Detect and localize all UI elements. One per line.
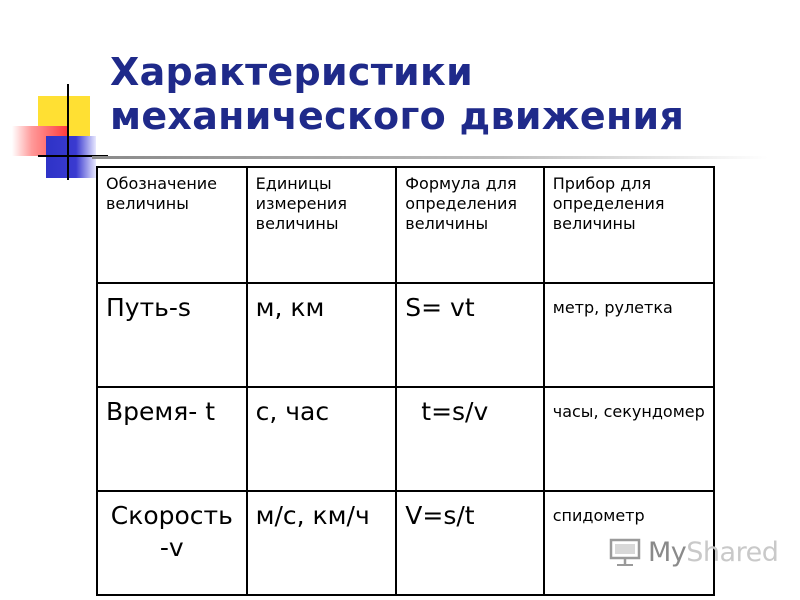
cell-quantity: Путь-s [97, 283, 247, 387]
cell-device: спидометр [544, 491, 714, 595]
table-row [97, 283, 714, 387]
cell-units: м/с, км/ч [247, 491, 397, 595]
watermark-text: MyShared [648, 537, 779, 568]
decor-vertical-line [67, 84, 69, 180]
characteristics-table [96, 166, 715, 596]
slide-title [110, 50, 684, 138]
cell-device: часы, секундомер [544, 387, 714, 491]
slide-title-line-1: Характеристики [110, 50, 473, 94]
watermark [606, 534, 779, 574]
cell-quantity: Скорость -v [97, 491, 247, 595]
header-cell-device: Прибор для определения величины [544, 167, 714, 283]
cell-formula: S= vt [396, 283, 543, 387]
decor-blue-square [46, 136, 96, 178]
cell-units: с, час [247, 387, 397, 491]
presentation-screen-icon [608, 538, 642, 566]
header-cell-formula: Формула для определения величины [396, 167, 543, 283]
cell-units: м, км [247, 283, 397, 387]
slide-title-line-2: механического движения [110, 94, 685, 138]
title-underline [92, 156, 768, 159]
header-cell-quantity: Обозначение величины [97, 167, 247, 283]
cell-device: метр, рулетка [544, 283, 714, 387]
table-row [97, 387, 714, 491]
header-cell-units: Единицы измерения величины [247, 167, 397, 283]
table-header-row [97, 167, 714, 283]
cell-formula: V=s/t [396, 491, 543, 595]
cell-quantity: Время- t [97, 387, 247, 491]
cell-formula: t=s/v [396, 387, 543, 491]
